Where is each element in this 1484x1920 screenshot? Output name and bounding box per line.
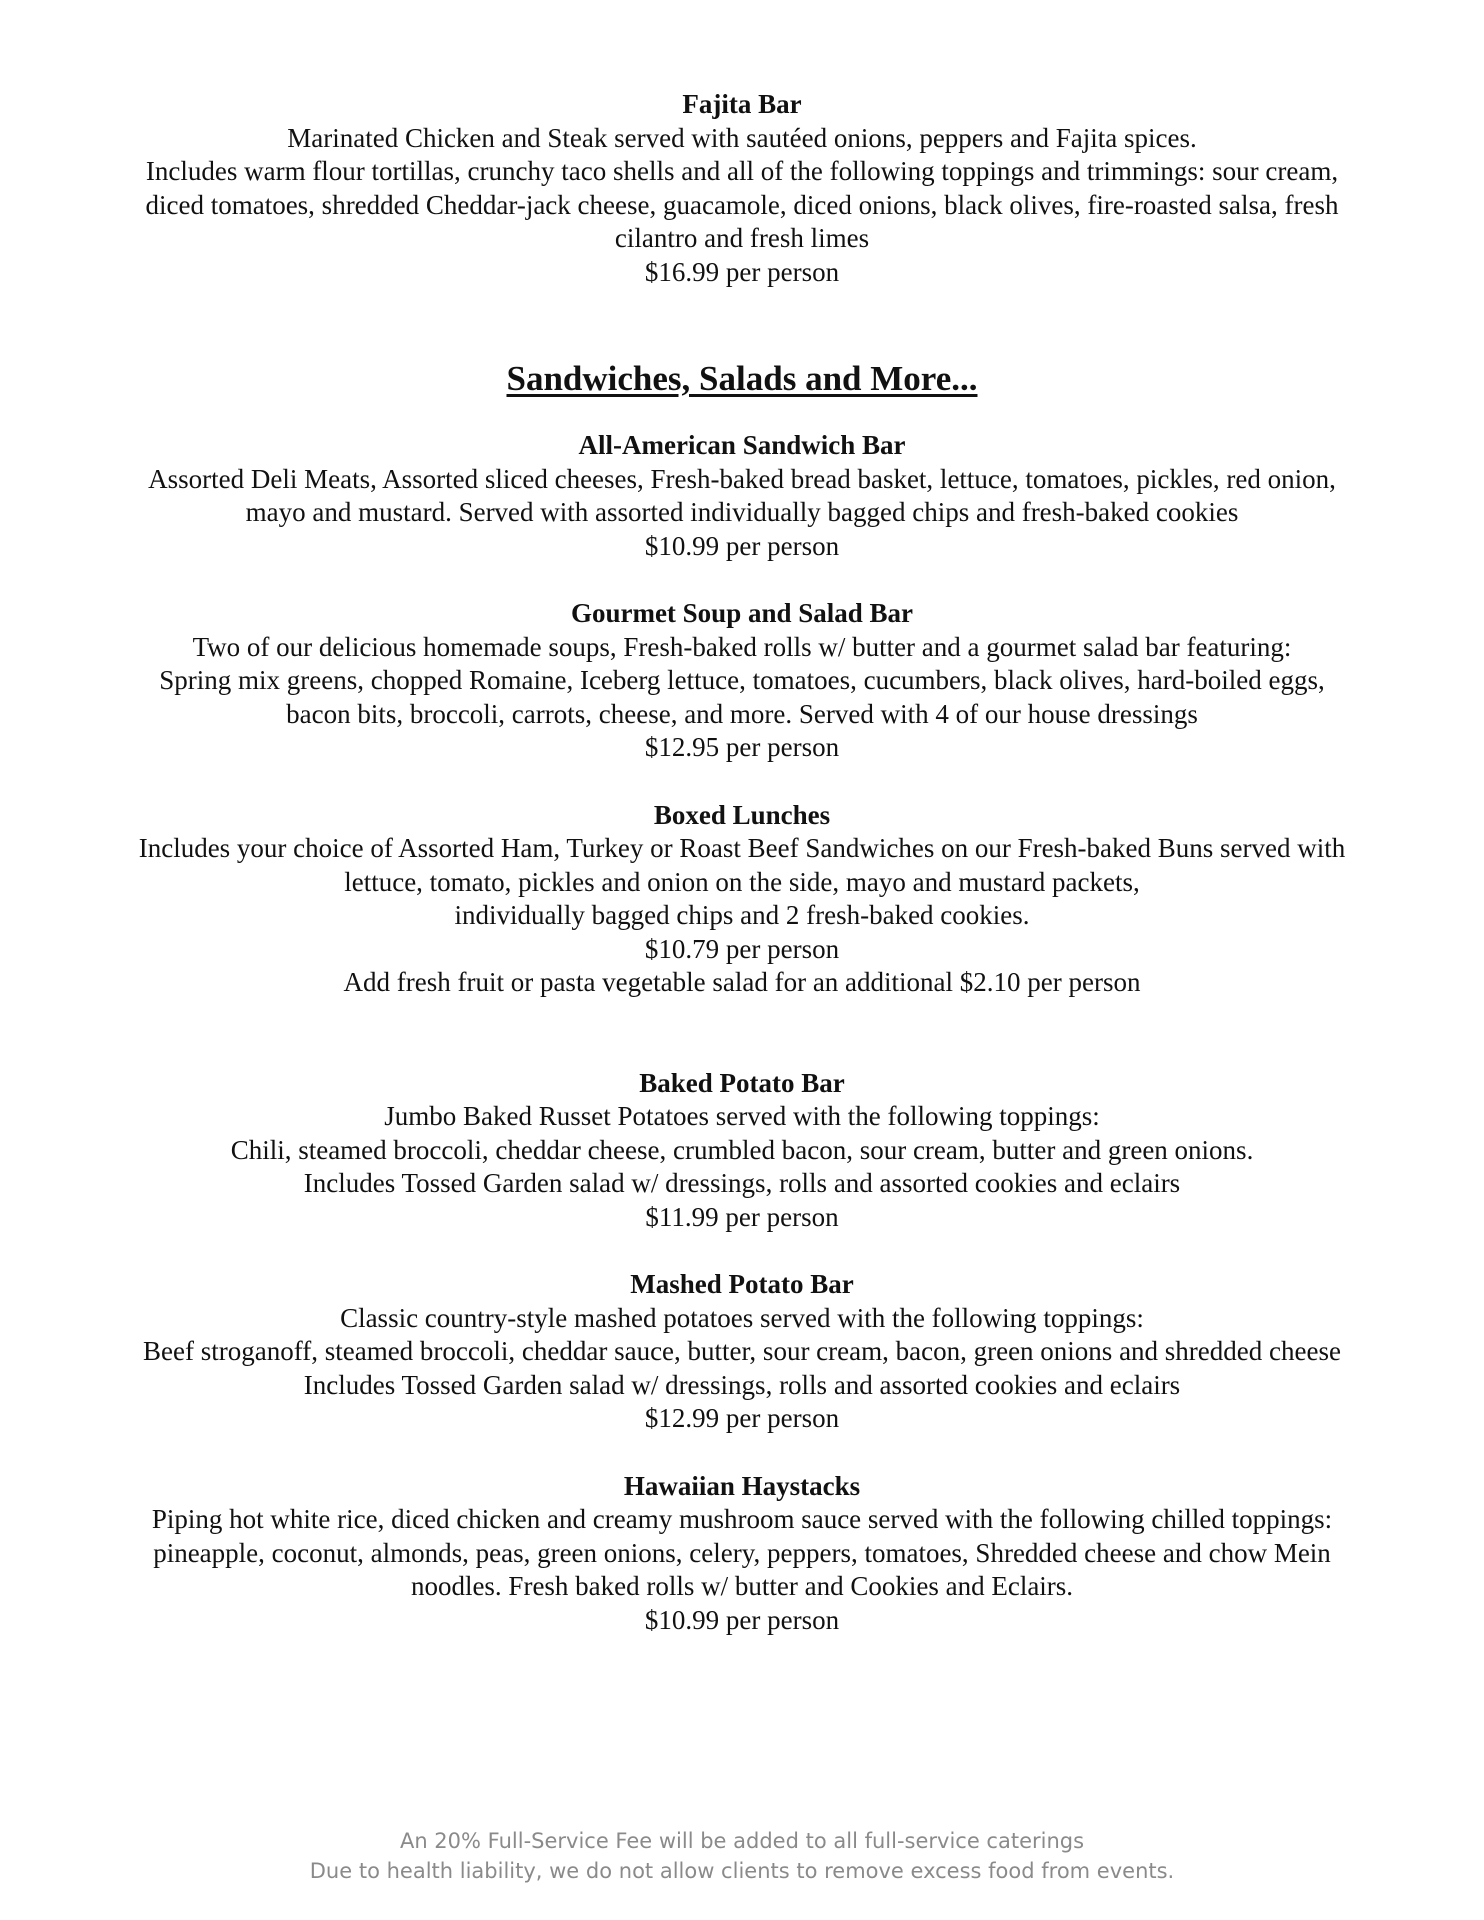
item-title: Mashed Potato Bar	[630, 1269, 854, 1299]
menu-item-mashed-potato-bar	[60, 1268, 1424, 1436]
menu-content	[60, 88, 1424, 1637]
item-description-line: Includes Tossed Garden salad w/ dressings, rolls and assorted cookies and eclairs	[303, 1369, 1181, 1400]
item-title: All-American Sandwich Bar	[578, 430, 906, 460]
menu-item-soup-salad-bar	[60, 597, 1424, 765]
item-description-line: pineapple, coconut, almonds, peas, green onions, celery, peppers, tomatoes, Shredded cheese and chow Mein	[153, 1537, 1331, 1568]
item-description-line: Assorted Deli Meats, Assorted sliced cheeses, Fresh-baked bread basket, lettuce, tomatoes, pickles, red onion,	[148, 463, 1336, 494]
item-description-line: Includes Tossed Garden salad w/ dressings, rolls and assorted cookies and eclairs	[303, 1168, 1181, 1198]
menu-item-boxed-lunches	[60, 799, 1424, 1000]
footer-liability-note: Due to health liability, we do not allow clients to remove excess food from events.	[309, 1859, 1175, 1883]
item-price: $10.99 per person	[644, 530, 840, 561]
item-description-line: individually bagged chips and 2 fresh-baked cookies.	[454, 900, 1030, 930]
item-price: $12.99 per person	[644, 1403, 840, 1433]
item-description-line: Includes your choice of Assorted Ham, Turkey or Roast Beef Sandwiches on our Fresh-baked Buns served with	[138, 833, 1346, 863]
item-description-line: Includes warm flour tortillas, crunchy taco shells and all of the following toppings and trimmings: sour cream,	[145, 156, 1339, 186]
item-description-line: Jumbo Baked Russet Potatoes served with the following toppings:	[384, 1101, 1100, 1131]
item-description-line: diced tomatoes, shredded Cheddar-jack cheese, guacamole, diced onions, black olives, fire-roasted salsa, fresh	[145, 189, 1339, 220]
item-description-line: bacon bits, broccoli, carrots, cheese, and more. Served with 4 of our house dressings	[286, 698, 1198, 729]
menu-item-sandwich-bar	[60, 429, 1424, 563]
item-description-line: cilantro and fresh limes	[614, 223, 870, 253]
item-price: $10.79 per person	[644, 933, 840, 964]
item-title: Fajita Bar	[682, 89, 802, 119]
item-price: $12.95 per person	[644, 732, 840, 762]
item-title: Boxed Lunches	[653, 799, 831, 830]
item-description-line: Marinated Chicken and Steak served with sautéed onions, peppers and Fajita spices.	[287, 122, 1197, 153]
menu-item-baked-potato-bar	[60, 1067, 1424, 1235]
item-price: $11.99 per person	[645, 1201, 839, 1232]
item-description-line: Spring mix greens, chopped Romaine, Iceberg lettuce, tomatoes, cucumbers, black olives, hard-boiled eggs,	[159, 665, 1325, 695]
item-description-line: lettuce, tomato, pickles and onion on the side, mayo and mustard packets,	[344, 866, 1140, 897]
item-description-line: Two of our delicious homemade soups, Fresh-baked rolls w/ butter and a gourmet salad bar featuring:	[192, 631, 1292, 662]
section-heading: Sandwiches, Salads and More...	[506, 359, 978, 398]
item-description-line: Classic country-style mashed potatoes served with the following toppings:	[340, 1302, 1144, 1333]
footer-service-fee-note: An 20% Full-Service Fee will be added to all full-service caterings	[399, 1829, 1085, 1853]
item-description-line: noodles. Fresh baked rolls w/ butter and Cookies and Eclairs.	[410, 1571, 1074, 1601]
item-description-line: Chili, steamed broccoli, cheddar cheese, crumbled bacon, sour cream, butter and green onions.	[230, 1134, 1254, 1165]
item-title: Hawaiian Haystacks	[623, 1470, 861, 1501]
item-price: $16.99 per person	[644, 256, 840, 287]
menu-item-fajita-bar	[60, 88, 1424, 289]
footer-notes	[0, 1826, 1484, 1886]
item-addon-note: Add fresh fruit or pasta vegetable salad for an additional $2.10 per person	[343, 967, 1141, 997]
item-price: $10.99 per person	[644, 1604, 840, 1635]
item-title: Baked Potato Bar	[639, 1067, 845, 1098]
item-description-line: Beef stroganoff, steamed broccoli, cheddar sauce, butter, sour cream, bacon, green onions and shredded cheese	[143, 1336, 1341, 1366]
item-description-line: Piping hot white rice, diced chicken and creamy mushroom sauce served with the following chilled toppings:	[151, 1504, 1333, 1534]
item-title: Gourmet Soup and Salad Bar	[570, 598, 914, 628]
item-description-line: mayo and mustard. Served with assorted individually bagged chips and fresh-baked cookies	[245, 497, 1239, 527]
menu-item-hawaiian-haystacks	[60, 1470, 1424, 1638]
